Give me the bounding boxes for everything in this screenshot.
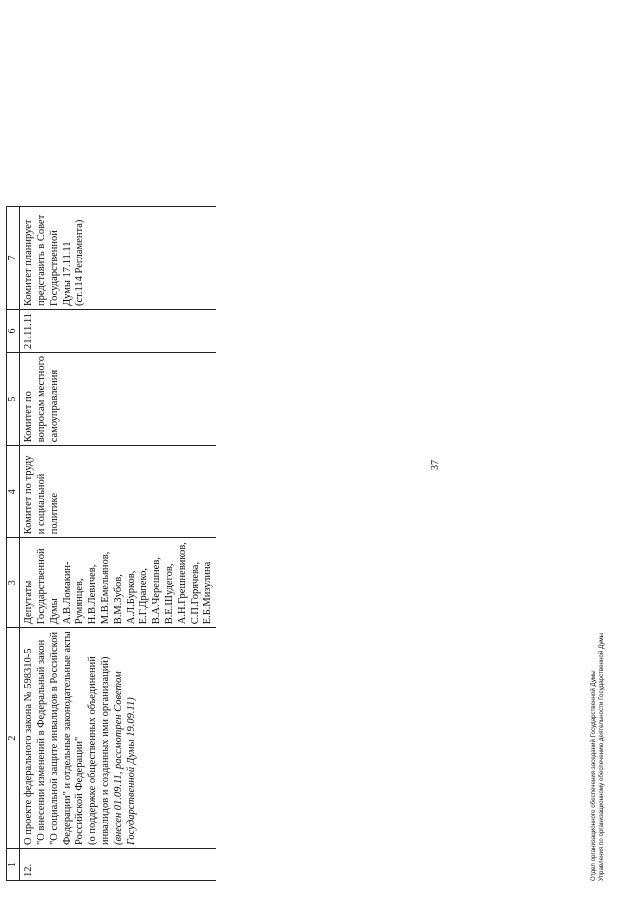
responsible-committee-line: Комитет по труду [23,455,35,535]
author-line: С.П.Горячева, [189,561,201,625]
footer [590,633,607,881]
responsible-committee-line: и социальной [35,473,47,535]
column-header-4: 4 [7,446,20,538]
author-line: А.Н.Грешневиков, [176,542,188,625]
bill-title-line: (о поддержке общественных объединений [87,656,99,845]
author-line: В.М.Зубов, [112,574,124,625]
row-number-cell [20,849,216,881]
column-header-2: 2 [7,628,20,849]
co-committee-line: вопросам местного [35,356,47,443]
note-line: (ст.114 Регламента) [74,219,86,307]
author-line: А.Л.Бурков, [125,570,137,625]
note-line: представить в Совет [35,214,47,307]
author-line: В.Е.Шудегов, [163,563,175,625]
column-header-1: 1 [7,849,20,881]
footer-line: Отдел организационного обеспечения заседаний Государственной Думы [590,670,597,881]
author-line: Государственной [35,548,47,625]
date-cell [20,310,216,353]
footer-line: Управления по организационному обеспечению деятельности Государственной Думы [598,632,606,881]
author-line: Думы [48,598,60,625]
notes-cell [20,207,216,310]
author-line: Румянцев, [74,578,86,625]
author-line: Депутаты [23,580,35,625]
column-header-3: 3 [7,538,20,628]
bill-title-line: Федерации" и отдельные законодательные акты [61,631,73,845]
bill-title-cell [20,628,216,849]
bill-title-line: "О социальной защите инвалидов в Российской [48,631,60,845]
note-line: Комитет планирует [23,219,35,307]
row-number: 12. [23,863,35,877]
author-line: Е.Г.Драпеко, [138,568,150,625]
author-line: Н.В.Левичев, [87,564,99,625]
bill-note-line: Государственной Думы 19.09.11) [125,697,137,845]
date-value: 21.11.11 [23,313,35,350]
note-line: Государственной [48,230,60,307]
table-row [20,207,216,881]
legislation-table [6,206,216,881]
note-line: Думы 17.11.11 [61,241,73,307]
bill-note-line: (внесен 01.09.11, рассмотрен Советом [112,671,124,845]
author-line: А.В.Ломакин- [61,561,73,625]
responsible-committee-cell [20,446,216,538]
responsible-committee-line: политике [48,492,60,535]
co-committee-cell [20,353,216,446]
column-header-5: 5 [7,353,20,446]
column-header-6: 6 [7,310,20,353]
bill-title-line: инвалидов и созданных ими организаций) [99,656,111,845]
column-header-7: 7 [7,207,20,310]
bill-title-line: "О внесении изменений в Федеральный закон [35,639,47,845]
bill-title-line: О проекте федерального закона № 598310-5 [23,648,35,845]
bill-title-line: Российской Федерации" [74,736,86,845]
author-line: В.А.Черешнев, [151,557,163,625]
table-header-row [7,207,20,881]
co-committee-line: Комитет по [23,391,35,443]
authors-cell [20,538,216,628]
page-number: 37 [430,460,441,470]
co-committee-line: самоуправления [48,369,60,443]
author-line: Е.Б.Мизулина [202,561,214,625]
author-line: М.В.Емельянов, [99,551,111,625]
